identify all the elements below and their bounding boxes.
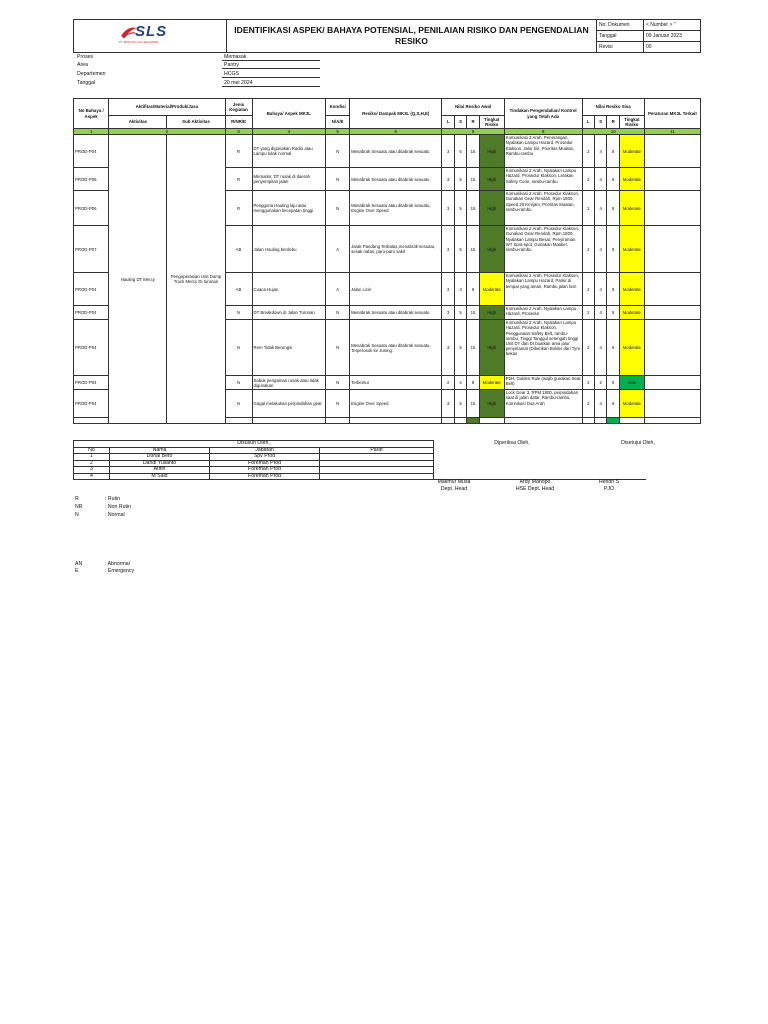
row-l2: 2 [582, 168, 594, 191]
row-peraturan [644, 306, 700, 320]
row-bahaya: DT Breakdown di Jalan Turunan [252, 306, 326, 320]
row-s: 5 [454, 135, 466, 168]
legend-code: N [75, 512, 79, 518]
col-jenis-kegiatan: Jenis Kegiatan [225, 99, 252, 116]
legend-item [75, 504, 131, 510]
row-kondisi: N [326, 135, 350, 168]
row-jenis: N [225, 306, 252, 320]
col-kondisi: Kondisi [326, 99, 350, 116]
signer-no: 4 [74, 473, 110, 480]
row-no: PROD-P06 [74, 191, 109, 226]
col-number: 4 [252, 129, 326, 135]
row-tingkat: High [479, 168, 504, 191]
col-number: 5 [326, 129, 350, 135]
legend-desc: : Rutin [105, 496, 120, 502]
empty-cell [252, 418, 326, 424]
signer-paraf [320, 473, 434, 480]
row-tingkat2: Moderate [619, 168, 644, 191]
checker-title: PJO [603, 486, 615, 492]
col-nae: N/A/E [326, 116, 350, 129]
col-tindakan: Tindakan Pengendalian/ Kontrol yang Telah Ada [504, 99, 582, 129]
empty-cell [350, 418, 442, 424]
info-label: Area [77, 62, 88, 68]
row-tingkat2: Moderate [619, 135, 644, 168]
col-nilai-sisa: Nilai Resiko Sisa [582, 99, 644, 116]
empty-cell [74, 418, 109, 424]
signer-jabatan: Foreman Prod [210, 460, 320, 467]
row-peraturan [644, 226, 700, 273]
row-jenis: R [225, 191, 252, 226]
row-kondisi: N [326, 320, 350, 376]
row-l: 3 [442, 320, 454, 376]
row-tingkat: High [479, 320, 504, 376]
row-risiko: Menabrak Sesuatu atau ditabrak sesuatu [350, 135, 442, 168]
row-s2: 4 [595, 191, 607, 226]
rev-label: Revisi [597, 42, 644, 53]
col-number: 3 [225, 129, 252, 135]
row-l2: 2 [582, 191, 594, 226]
diperiksa-label: Diperiksa Oleh, [494, 440, 530, 446]
row-jenis: AB [225, 226, 252, 273]
row-bahaya: Jalan Hauling berdebu [252, 226, 326, 273]
row-tingkat: Moderate [479, 273, 504, 306]
signer-name: Dandi Yulianto [110, 460, 210, 467]
table-row [74, 135, 701, 168]
legend-desc: : Emergency [105, 568, 135, 574]
row-l: 3 [442, 168, 454, 191]
row-kondisi: N [326, 306, 350, 320]
row-kondisi: A [326, 226, 350, 273]
empty-cell [225, 418, 252, 424]
info-label: Tanggal [77, 80, 96, 86]
row-tingkat2: Moderate [619, 226, 644, 273]
legend-item [75, 561, 130, 567]
row-tingkat2: Moderate [619, 306, 644, 320]
row-l: 3 [442, 306, 454, 320]
col-r: R [467, 116, 479, 129]
row-no: PROD-P04 [74, 320, 109, 376]
row-jenis: R [225, 135, 252, 168]
risk-table [73, 98, 701, 424]
info-value: HCGS [222, 71, 320, 78]
col-tingkat: Tingkat Risiko [479, 116, 504, 129]
row-tindakan: Komunikasi 2 Arah, Nyalakan Lampu Hazard, Prosedur [504, 306, 582, 320]
col-l: L [442, 116, 454, 129]
info-value: 20 mei 2024 [222, 80, 320, 87]
row-no: PROD-P07 [74, 226, 109, 273]
row-tingkat: High [479, 226, 504, 273]
legend-item [75, 512, 125, 518]
row-s: 5 [454, 168, 466, 191]
row-r: 15 [467, 320, 479, 376]
disusun-label: Disusun Oleh, [74, 441, 434, 448]
signer-name: M Said [110, 473, 210, 480]
row-tindakan: Komunikasi 2 Arah, Penerangan, Nyalakan Lampu Hazard, Prosedur Klakson, Jalur kiri, Prioritas Muatan, Rambu-rambu [504, 135, 582, 168]
row-tindakan: Komunikasi 2 Arah, Nyalakan Lampu Hazard, Prosedur Klakson, Letakan Safety Cone, rambu-rambu [504, 168, 582, 191]
logo-cell [74, 20, 227, 53]
info-value: Memasak [222, 54, 320, 61]
checker-name: Ardy Manopo [519, 479, 551, 485]
row-l2: 2 [582, 306, 594, 320]
row-l: 2 [442, 376, 454, 390]
row-bahaya: Pengguna Hauling laju atau menggunakan kecepatan tinggi [252, 191, 326, 226]
row-r2: 8 [607, 168, 619, 191]
disetujui-label: Disetujui Oleh, [621, 440, 655, 446]
row-no: PROD-P04 [74, 390, 109, 418]
row-r: 15 [467, 390, 479, 418]
row-s: 5 [454, 306, 466, 320]
row-r2: 8 [607, 306, 619, 320]
empty-cell [619, 418, 644, 424]
legend-code: R [75, 496, 79, 502]
sig-header-paraf: Paraf [320, 447, 434, 454]
row-jenis: R [225, 168, 252, 191]
date-value: 09 Januari 2023 [644, 31, 701, 42]
row-risiko: Engine Over Speed [350, 390, 442, 418]
signer-jabatan: Spv Prod [210, 454, 320, 461]
row-tindakan: Komunikasi 2 Arah, Prosedur Klakson, Gunakan Gear Rendah, Rpm 1800, Speed 20 Km/jam, Prioritas Muatan, rambu-rambu [504, 191, 582, 226]
legend-item [75, 496, 120, 502]
col-number: 10 [582, 129, 644, 135]
col-s2: S [595, 116, 607, 129]
row-l: 3 [442, 191, 454, 226]
col-number: 11 [644, 129, 700, 135]
row-kondisi: N [326, 168, 350, 191]
row-l2: 2 [582, 390, 594, 418]
row-r: 15 [467, 191, 479, 226]
row-tingkat2: Low [619, 376, 644, 390]
row-risiko: Menabrak Sesuatu atau ditabrak sesuatu [350, 168, 442, 191]
row-no: PROD-P04 [74, 135, 109, 168]
date-label: Tanggal [597, 31, 644, 42]
sig-header-no: No [74, 447, 110, 454]
empty-cell [454, 418, 466, 424]
empty-cell [479, 418, 504, 424]
row-l: 3 [442, 135, 454, 168]
row-kondisi: N [326, 390, 350, 418]
checker-name: Makmur Musa [437, 479, 471, 485]
row-jenis: N [225, 390, 252, 418]
row-r2: 8 [607, 191, 619, 226]
row-bahaya: Gagal melakukan perpindahan gear [252, 390, 326, 418]
row-peraturan [644, 191, 700, 226]
row-s: 4 [454, 376, 466, 390]
col-tingkat2: Tingkat Risiko [619, 116, 644, 129]
checker-title: Dept. Head [440, 486, 468, 492]
row-kondisi: N [326, 191, 350, 226]
row-peraturan [644, 273, 700, 306]
legend-code: NR [75, 504, 83, 510]
signature-table [73, 440, 434, 480]
row-r2: 8 [607, 376, 619, 390]
row-l2: 2 [582, 135, 594, 168]
row-peraturan [644, 376, 700, 390]
signer-name: Donal Beto [110, 454, 210, 461]
row-r: 15 [467, 306, 479, 320]
row-s2: 4 [595, 320, 607, 376]
document-header [73, 19, 701, 53]
row-peraturan [644, 320, 700, 376]
sig-header-jabatan: Jabatan [210, 447, 320, 454]
row-s2: 4 [595, 168, 607, 191]
col-l2: L [582, 116, 594, 129]
row-l2: 2 [582, 273, 594, 306]
row-risiko: Jarak Pandang Terbatas,menabrak sesuatu, sesak nafas, paru-paru sakit [350, 226, 442, 273]
empty-cell [442, 418, 454, 424]
signer-name: Arifin [110, 467, 210, 474]
col-peraturan: Peraturan MK3L Terkait [644, 99, 700, 129]
row-peraturan [644, 168, 700, 191]
row-jenis: N [225, 376, 252, 390]
checker-title: HSE Dept. Head [515, 486, 555, 492]
empty-cell [607, 418, 619, 424]
row-bahaya: Cuaca Hujan [252, 273, 326, 306]
sub-activity-cell: Pengoperasian Unit Dump Truck Mercy Di turunan [167, 135, 225, 424]
empty-cell [467, 418, 479, 424]
empty-cell [595, 418, 607, 424]
row-tingkat2: Moderate [619, 390, 644, 418]
row-s: 5 [454, 226, 466, 273]
row-no: PROD-P04 [74, 376, 109, 390]
row-s2: 4 [595, 390, 607, 418]
row-tingkat: High [479, 191, 504, 226]
row-r2: 8 [607, 135, 619, 168]
row-tingkat: High [479, 306, 504, 320]
row-bahaya: DT yang digunakan Radio atau Lampu tidak normal [252, 135, 326, 168]
col-aktifitas-group: Aktifitas/Material/Produk/Jasa [109, 99, 225, 116]
legend-code: E [75, 568, 79, 574]
rev-value: 00 [644, 42, 701, 53]
logo-subtext: PT. SENTOSA LAJU SEJAHTERA [119, 40, 159, 44]
col-r2: R [607, 116, 619, 129]
empty-cell [644, 418, 700, 424]
col-sub-aktivitas: Sub Aktivitas [167, 116, 225, 129]
row-tindakan: Lock Gear 3, RPM 1800, perpindahan saat di jalan datar, Rambu-rambu, Komnikasi Dua Arah [504, 390, 582, 418]
row-tindakan: Komunikasi 2 Arah, Prosedur Klakson, Nyalakan Lampu Hazard, Parkir di tempat yang aman, Rambu jalan licin [504, 273, 582, 306]
info-label: Departemen [77, 71, 106, 77]
row-peraturan [644, 135, 700, 168]
col-no-bahaya: No Bahaya / Aspek [74, 99, 109, 129]
row-s: 5 [454, 390, 466, 418]
row-l2: 2 [582, 376, 594, 390]
row-risiko: Menabrak Sesuatu atau ditabrak sesuatu [350, 306, 442, 320]
row-tingkat2: Moderate [619, 273, 644, 306]
row-no: PROD-P04 [74, 273, 109, 306]
col-number: 9 [504, 129, 582, 135]
activity-cell: Hauling DT Mercy [109, 135, 167, 424]
empty-cell [326, 418, 350, 424]
row-r2: 8 [607, 320, 619, 376]
col-aktivitas: Aktivitas [109, 116, 167, 129]
row-risiko: Menabrak Sesuatu atau ditabrak sesuatu, Terperosok ke Juning. [350, 320, 442, 376]
signer-row [74, 473, 434, 480]
col-rnr: R/NR/E [225, 116, 252, 129]
sig-header-nama: Nama [110, 447, 210, 454]
row-peraturan [644, 390, 700, 418]
row-s: 3 [454, 273, 466, 306]
legend-desc: : Non Rutin [105, 504, 131, 510]
signer-no: 3 [74, 467, 110, 474]
row-l: 3 [442, 390, 454, 418]
info-label: Proses [77, 54, 94, 60]
row-l: 3 [442, 226, 454, 273]
col-number: 8 [442, 129, 504, 135]
row-bahaya: Rem Tidak Berungsi [252, 320, 326, 376]
row-s2: 4 [595, 306, 607, 320]
row-kondisi: N [326, 376, 350, 390]
empty-cell [504, 418, 582, 424]
row-tingkat: High [479, 390, 504, 418]
legend-code: AN [75, 561, 83, 567]
row-r: 15 [467, 135, 479, 168]
row-s2: 4 [595, 273, 607, 306]
row-bahaya: Memarkir, DT rusak di daerah penyempitan jalan [252, 168, 326, 191]
row-r: 15 [467, 168, 479, 191]
col-nilai-awal: Nilai Resiko Awal [442, 99, 504, 116]
row-s: 5 [454, 191, 466, 226]
row-risiko: Terbentur [350, 376, 442, 390]
signer-no: 1 [74, 454, 110, 461]
info-value: Pantry [222, 62, 320, 69]
row-r: 15 [467, 226, 479, 273]
row-s: 5 [454, 320, 466, 376]
empty-cell [582, 418, 594, 424]
col-number: 6 [350, 129, 442, 135]
row-risiko: Jalan Licin [350, 273, 442, 306]
legend-desc: : Abnormal [105, 561, 130, 567]
row-s2: 4 [595, 135, 607, 168]
legend-item [75, 568, 135, 574]
row-tindakan: Komunikasi 2 Arah, Prosedur Klakson, Gunakan Gear Rendah, Rpm 1800, Nyalakan Lampu Besar, Penyiraman WT Spot-spot, Gunakan Masker, rambu-rambu [504, 226, 582, 273]
row-r: 9 [467, 273, 479, 306]
row-risiko: Menabrak Sesuatu atau ditabrak sesuatu, Engine Over Speed [350, 191, 442, 226]
row-tingkat2: Moderate [619, 191, 644, 226]
row-l2: 2 [582, 320, 594, 376]
legend-desc: : Normal [105, 512, 125, 518]
row-bahaya: Sabuk pengaman rusak atau tidak digunakan [252, 376, 326, 390]
checker-name: Hendri S [598, 479, 620, 485]
row-tindakan: Komunikasi 2 Arah, Nyalakan Lampu Hazard, Prosedur Klakson, Penggunaan Safety Belt, rambu-rambu, Tinggi Tanggul setengah tinggi Unit DT dan DI buatkan area jalur penyelamat (Diberikan Bolder dari Tyre bekas [504, 320, 582, 376]
row-s2: 4 [595, 226, 607, 273]
row-no: PROD-P04 [74, 306, 109, 320]
doc-no-value: < Number > " [644, 20, 701, 31]
logo-text: SLS [135, 22, 168, 40]
doc-no-label: No. Dokumen [597, 20, 644, 31]
col-risiko: Resiko/ Dampak MK3L (Q,S,H,E) [350, 99, 442, 129]
row-kondisi: A [326, 273, 350, 306]
row-jenis: N [225, 320, 252, 376]
row-r2: 8 [607, 273, 619, 306]
signer-jabatan: Foreman Prod [210, 467, 320, 474]
col-s: S [454, 116, 466, 129]
row-tindakan: P2H, Golden Rule (wajib gunakan Seat Belt) [504, 376, 582, 390]
signer-jabatan: Foreman Prod [210, 473, 320, 480]
signer-no: 2 [74, 460, 110, 467]
col-number: 1 [74, 129, 109, 135]
col-number: 2 [109, 129, 225, 135]
col-bahaya: Bahaya/ Aspek MK3L [252, 99, 326, 129]
company-logo [115, 22, 185, 46]
row-no: PROD-P05 [74, 168, 109, 191]
document-title: IDENTIFIKASI ASPEK/ BAHAYA POTENSIAL, PENILAIAN RISIKO DAN PENGENDALIAN RESIKO [227, 20, 597, 53]
row-jenis: AB [225, 273, 252, 306]
row-l2: 2 [582, 226, 594, 273]
row-tingkat: Moderate [479, 376, 504, 390]
row-tingkat2: Moderate [619, 320, 644, 376]
row-tingkat: High [479, 135, 504, 168]
row-s2: 2 [595, 376, 607, 390]
row-r2: 8 [607, 390, 619, 418]
row-l: 3 [442, 273, 454, 306]
row-r2: 8 [607, 226, 619, 273]
row-r: 8 [467, 376, 479, 390]
